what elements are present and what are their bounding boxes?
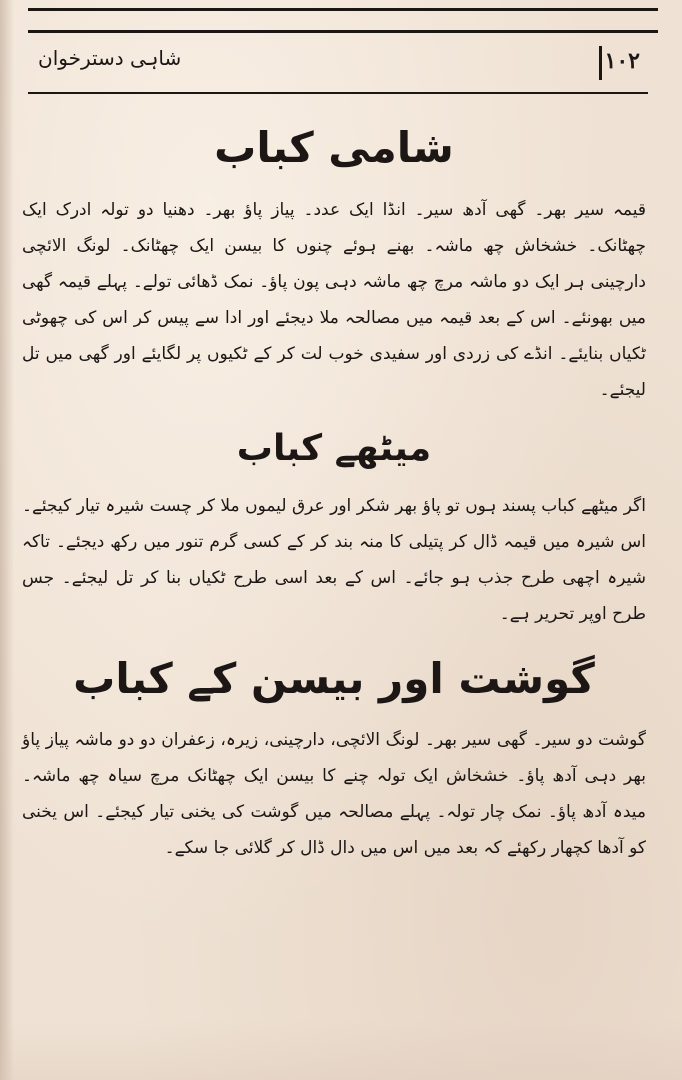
section-text-meethe-kabab: اگر میٹھے کباب پسند ہوں تو پاؤ بھر شکر اور عرق لیموں ملا کر چست شیرہ تیار کیجئے۔ اس شیرہ میں قیمہ ڈال کر پتیلی کا منہ بند کر کے کسی گرم تنور میں رکھ دیجئے۔ تاکہ شیرہ اچھی طرح جذب ہو جائے۔ اس کے بعد اسی طرح ٹکیاں بنا کر تل لیجئے۔ جس طرح اوپر تحریر ہے۔ xyxy=(22,496,646,624)
running-head: شاہی دسترخوان xyxy=(38,46,182,70)
section-text-shami-kabab: قیمہ سیر بھر۔ گھی آدھ سیر۔ انڈا ایک عدد۔ پیاز پاؤ بھر۔ دھنیا دو تولہ ادرک ایک چھٹانک۔ خشخاش چھ ماشہ۔ بھنے ہوئے چنوں کا بیسن ایک چھٹانک۔ لونگ الائچی دارچینی ہر ایک دو ماشہ مرچ چھ ماشہ دہی پون پاؤ۔ نمک ڈھائی تولے۔ پہلے قیمہ گھی میں بھونئے۔ اس کے بعد قیمہ میں مصالحہ ملا دیجئے اور ادا سے پیس کر اس کی چھوٹی ٹکیاں بنایئے۔ انڈے کی زردی اور سفیدی خوب لت کر کے ٹکیوں پر لگایئے اور گھی میں تل لیجئے۔ xyxy=(22,200,646,400)
top-border-rule-inner xyxy=(28,30,658,33)
section-title-gosht-besan-kabab: گوشت اور بیسن کے کباب xyxy=(73,654,595,703)
page-header xyxy=(28,40,648,88)
top-border-rule xyxy=(28,8,658,11)
page-bottom-shading xyxy=(0,1020,682,1080)
section-text-gosht-besan-kabab: گوشت دو سیر۔ گھی سیر بھر۔ لونگ الائچی، دارچینی، زیرہ، زعفران دو دو ماشہ پیاز پاؤ بھر دہی آدھ پاؤ۔ خشخاش ایک تولہ چنے کا بیسن ایک چھٹانک مرچ سیاہ چھ ماشہ۔ میدہ آدھ پاؤ۔ نمک چار تولہ۔ پہلے مصالحہ میں گوشت کی یخنی تیار کیجئے۔ اس یخنی کو آدھا کچھار رکھئے کہ بعد میں اس میں دال ڈال کر گلائی جا سکے۔ xyxy=(22,730,646,858)
header-divider xyxy=(599,46,602,80)
section-title-shami-kabab: شامی کباب xyxy=(214,123,454,172)
page-edge-shadow xyxy=(0,0,14,1080)
page-content xyxy=(14,100,654,866)
section-title-meethe-kabab: میٹھے کباب xyxy=(236,428,432,469)
header-bottom-rule xyxy=(28,92,648,94)
page-number: ۱۰۲ xyxy=(604,48,640,74)
